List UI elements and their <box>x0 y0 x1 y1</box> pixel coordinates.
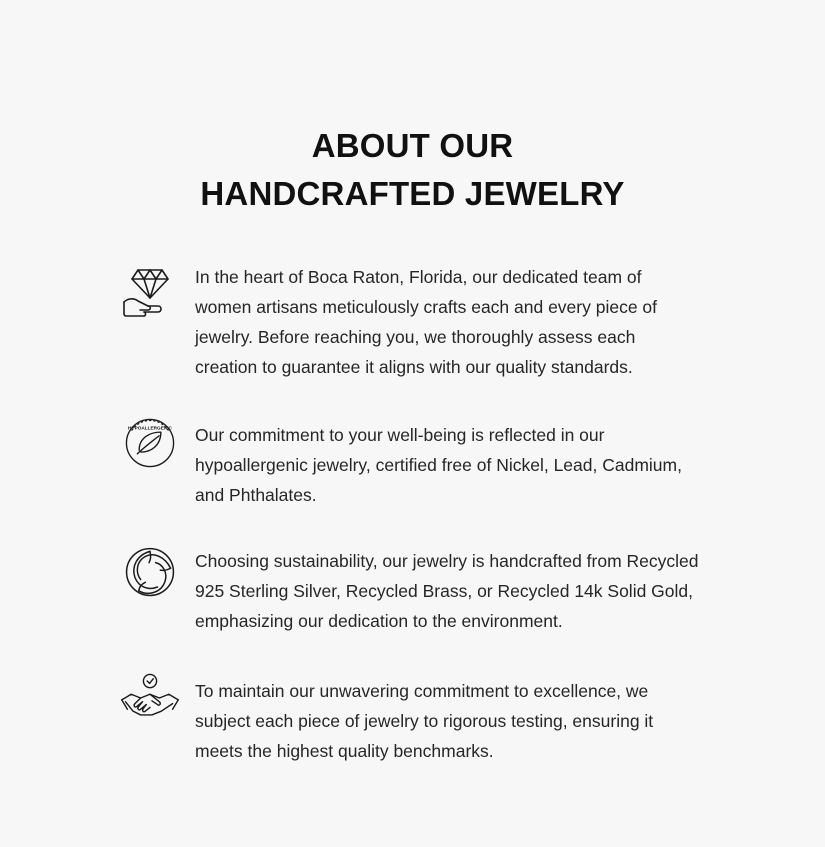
list-item-text: Our commitment to your well-being is reflected in our hypoallergenic jewelry, certified free of Nickel, Lead, Cadmium, and Phthalates. <box>195 425 682 506</box>
svg-text:HYPOALLERGENIC: HYPOALLERGENIC <box>128 425 172 431</box>
list-item <box>105 536 765 636</box>
hypoallergenic-leaf-badge-icon <box>105 408 195 488</box>
about-section <box>0 22 825 847</box>
recycled-leaves-icon <box>105 536 195 616</box>
list-item-text: Choosing sustainability, our jewelry is handcrafted from Recycled 925 Sterling Silver, Recycled Brass, or Recycled 14k Solid Gold, emphasizing our dedication to the environment. <box>195 551 699 632</box>
page-title-line-1: ABOUT OUR <box>311 127 514 165</box>
page-title <box>0 22 825 218</box>
list-item-text: In the heart of Boca Raton, Florida, our dedicated team of women artisans meticulously crafts each and every piece of jewelry. Before reaching you, we thoroughly assess each creation to guarantee it aligns with our quality standards. <box>195 267 658 378</box>
diamond-in-hand-icon <box>105 256 195 336</box>
feature-list <box>0 256 825 766</box>
list-item <box>105 662 765 766</box>
list-item <box>105 408 765 510</box>
handshake-quality-check-icon <box>105 662 195 742</box>
list-item-text: To maintain our unwavering commitment to excellence, we subject each piece of jewelry to rigorous testing, ensuring it meets the highest quality benchmarks. <box>195 681 654 762</box>
page-title-line-2: HANDCRAFTED JEWELRY <box>200 175 625 213</box>
list-item <box>105 256 765 382</box>
